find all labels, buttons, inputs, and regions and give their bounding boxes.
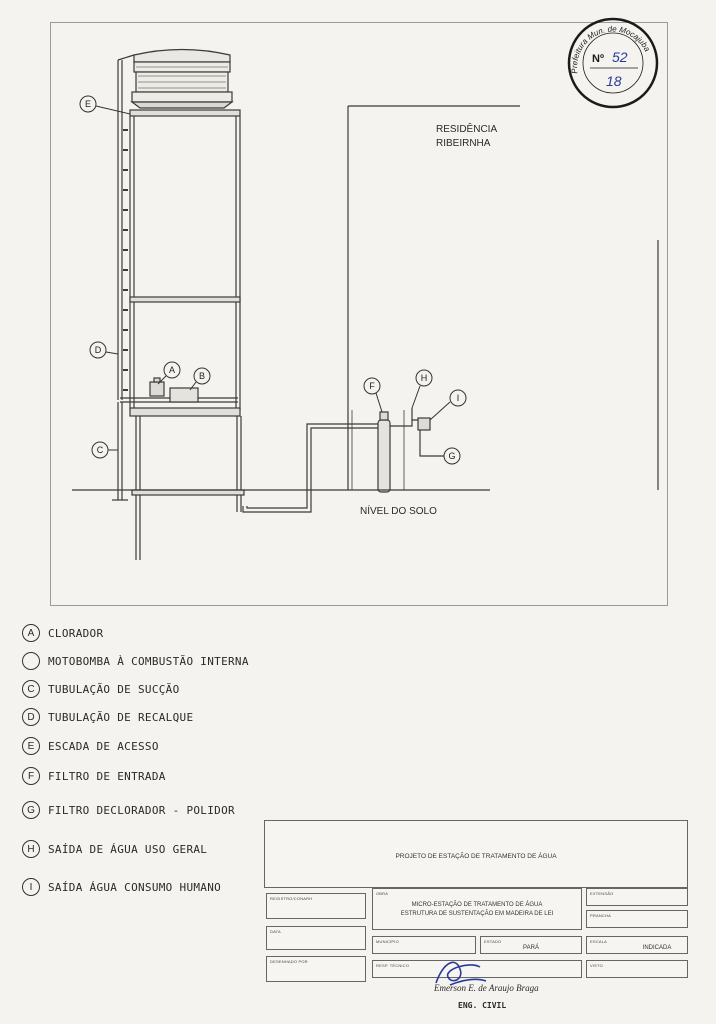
tb-municipio-cell <box>372 936 476 954</box>
pump-assembly <box>120 378 238 402</box>
legend-text-a: CLORADOR <box>48 626 104 640</box>
suction-pipe <box>112 402 128 500</box>
support-tower <box>130 110 244 560</box>
legend-item-h <box>22 838 207 860</box>
legend-item-f <box>22 765 166 787</box>
stamp-text: Prefeitura Mun. de Mocajuba <box>569 24 652 75</box>
tb-registro-label: REGISTRO/CONARH <box>270 896 313 901</box>
callout-a: A <box>168 365 176 375</box>
callout-g: G <box>448 451 456 461</box>
tb-prancha-label: PRANCHA <box>590 913 611 918</box>
legend-item-e <box>22 735 159 757</box>
delivery-pipe <box>243 408 444 512</box>
legend-text-b: MOTOBOMBA À COMBUSTÃO INTERNA <box>48 654 249 668</box>
callout-c: C <box>96 445 104 455</box>
tb-extensao-label: EXTENSÃO <box>590 891 614 896</box>
legend-item-b <box>22 650 249 672</box>
legend-text-i: SAÍDA ÁGUA CONSUMO HUMANO <box>48 880 222 894</box>
tb-extensao-cell <box>586 888 688 906</box>
tb-estado-value: PARÁ <box>523 945 539 951</box>
tb-escala-label: ESCALA <box>590 939 607 944</box>
ground-level-label: NÍVEL DO SOLO <box>360 506 437 517</box>
tb-resp-label: RESP. TÉCNICO <box>376 963 410 968</box>
legend-marker-e: E <box>22 737 40 755</box>
legend-item-g <box>22 799 235 821</box>
tb-estado-label: ESTADO <box>484 939 502 944</box>
legend-marker-b <box>22 652 40 670</box>
tb-obra-label: OBRA <box>376 891 389 896</box>
callout-d: D <box>94 345 102 355</box>
tb-escala-cell <box>586 936 688 954</box>
engineer-signature <box>420 955 590 1015</box>
legend-marker-i: I <box>22 878 40 896</box>
tb-prancha-cell <box>586 910 688 928</box>
legend-item-c <box>22 678 180 700</box>
tb-data-label: DATA <box>270 929 281 934</box>
legend-text-f: FILTRO DE ENTRADA <box>48 769 166 783</box>
tb-visto-cell <box>586 960 688 978</box>
tb-obra-line1: MICRO-ESTAÇÃO DE TRATAMENTO DE ÁGUA <box>411 902 543 908</box>
legend-marker-f: F <box>22 767 40 785</box>
legend-marker-h: H <box>22 840 40 858</box>
tb-estado-cell <box>480 936 582 954</box>
tb-obra-line2: ESTRUTURA DE SUSTENTAÇÃO EM MADEIRA DE LEI <box>400 911 554 917</box>
legend-item-i <box>22 876 221 898</box>
callout-i: I <box>456 393 460 403</box>
tb-obra-cell <box>372 888 582 930</box>
tb-visto-label: VISTO <box>590 963 603 968</box>
signature-name: Emerson E. de Araujo Braga <box>434 983 539 993</box>
residence-label-line1: RESIDÊNCIA <box>436 124 498 135</box>
legend-item-d <box>22 706 193 728</box>
callout-h: H <box>420 373 428 383</box>
tb-municipio-label: MUNICÍPIO <box>376 939 399 944</box>
callout-f: F <box>369 381 375 391</box>
legend-marker-a: A <box>22 624 40 642</box>
signature-title: ENG. CIVIL <box>458 1001 507 1010</box>
legend-text-h: SAÍDA DE ÁGUA USO GERAL <box>48 842 208 856</box>
legend-marker-d: D <box>22 708 40 726</box>
legend-marker-c: C <box>22 680 40 698</box>
stamp-number-label: Nº <box>592 53 604 65</box>
tb-project-title: PROJETO DE ESTAÇÃO DE TRATAMENTO DE ÁGUA <box>395 853 557 860</box>
legend-item-a <box>22 622 103 644</box>
legend-text-d: TUBULAÇÃO DE RECALQUE <box>48 710 194 724</box>
tb-data-cell <box>266 926 366 950</box>
legend-marker-g: G <box>22 801 40 819</box>
residence-wall <box>348 106 658 490</box>
water-tank <box>132 50 232 109</box>
tb-desenhado-label: DESENHADO POR <box>270 959 308 964</box>
stamp-sub-number: 18 <box>606 73 622 89</box>
access-ladder <box>118 55 134 400</box>
callout-b: B <box>198 371 206 381</box>
callout-e: E <box>84 99 92 109</box>
stamp-number: 52 <box>612 49 628 65</box>
legend-text-g: FILTRO DECLORADOR - POLIDOR <box>48 803 235 817</box>
tb-registro-cell <box>266 893 366 919</box>
tb-escala-value: INDICADA <box>642 945 672 951</box>
tb-project-cell <box>264 820 688 888</box>
tb-desenhado-cell <box>266 956 366 982</box>
legend-text-e: ESCADA DE ACESSO <box>48 739 159 753</box>
municipal-stamp <box>566 16 660 110</box>
legend-text-c: TUBULAÇÃO DE SUCÇÃO <box>48 682 180 696</box>
residence-label-line2: RIBEIRNHA <box>436 138 491 149</box>
